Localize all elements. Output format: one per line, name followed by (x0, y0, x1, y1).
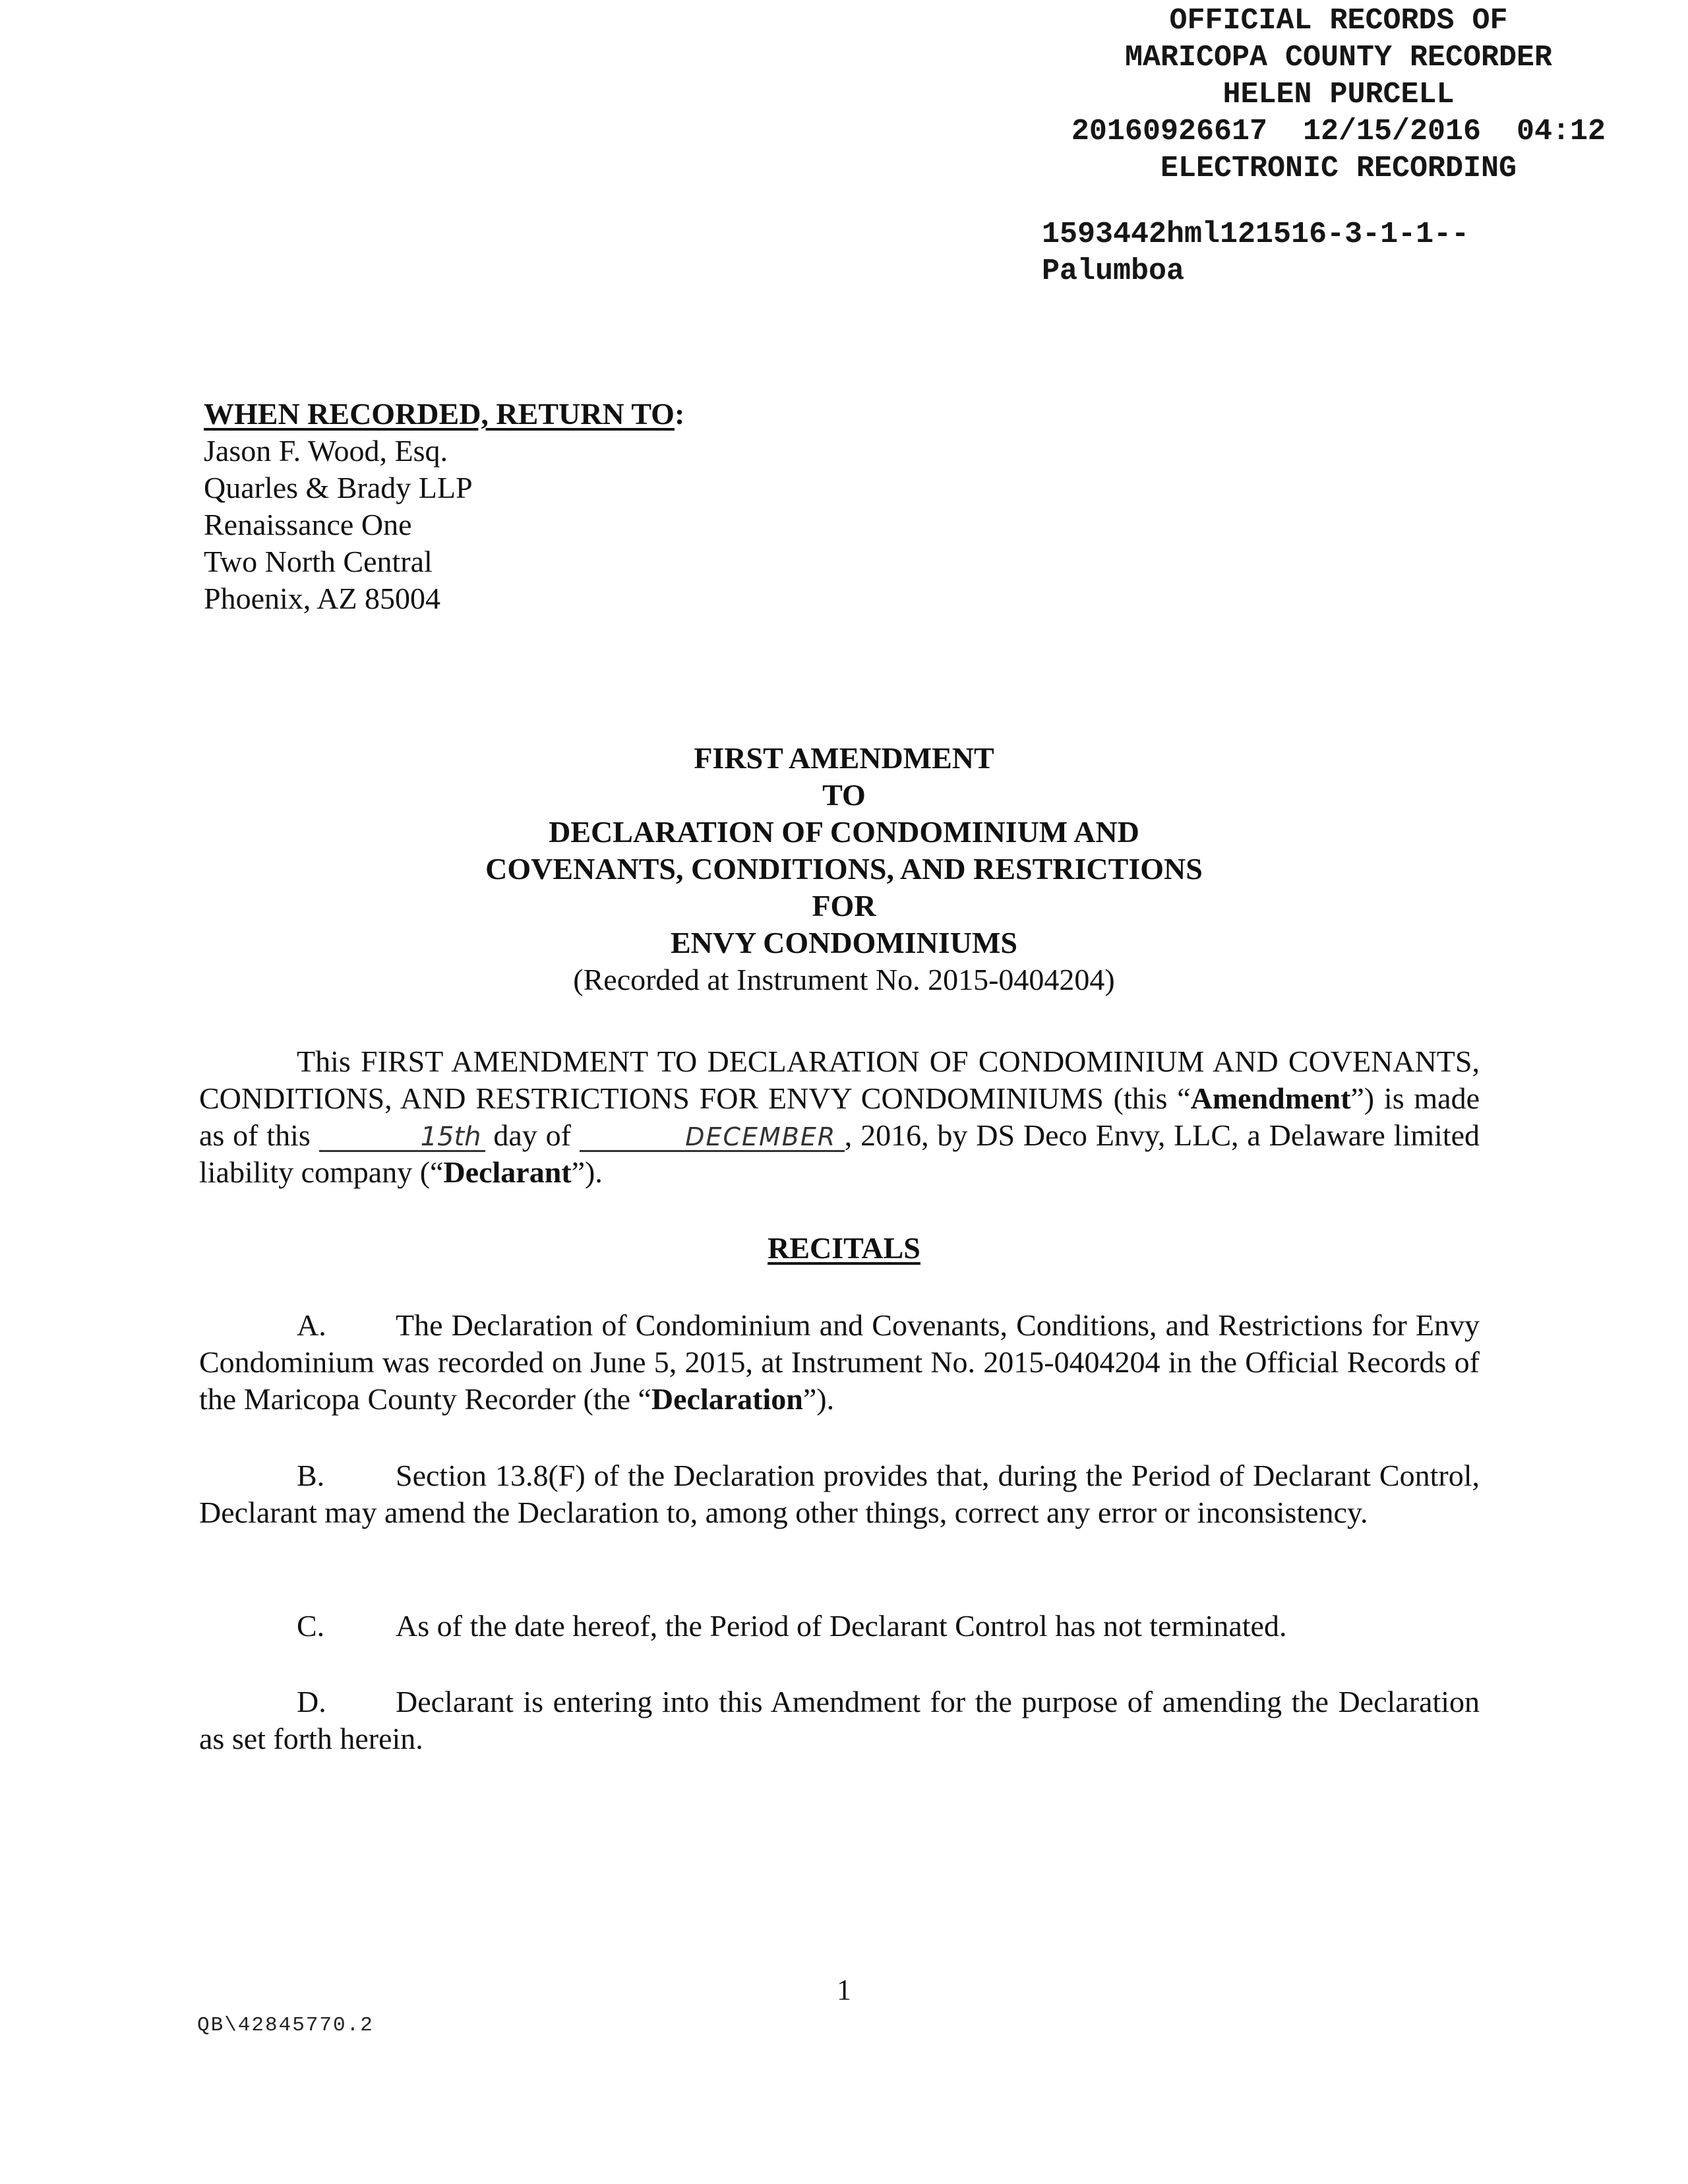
return-address-line: Two North Central (204, 545, 433, 578)
return-heading: WHEN RECORDED, RETURN TO (204, 397, 675, 431)
stamp-line: OFFICIAL RECORDS OF (1169, 4, 1508, 38)
recital-text: Declarant is entering into this Amendment for the purpose of amending the Declaration as set forth herein. (199, 1685, 1480, 1755)
stamp-operator: Palumboa (1042, 255, 1185, 288)
document-id: QB\42845770.2 (197, 2014, 374, 2037)
intro-text: ”) is made as of this (199, 1081, 1480, 1152)
stamp-spacer (1029, 187, 1688, 216)
return-address-line: Phoenix, AZ 85004 (204, 582, 441, 615)
title-line: COVENANTS, CONDITIONS, AND RESTRICTIONS (485, 852, 1203, 886)
return-address-line: Renaissance One (204, 508, 412, 541)
intro-text: ”). (571, 1155, 603, 1189)
page-number: 1 (837, 1974, 851, 2006)
recital-c (199, 1608, 1480, 1645)
title-line: DECLARATION OF CONDOMINIUM AND (549, 815, 1139, 849)
intro-text: day of (485, 1118, 580, 1152)
intro-text: , 2016, by DS Deco Envy, LLC, a Delaware limited liability company (“ (199, 1118, 1480, 1189)
recital-text: The Declaration of Condominium and Covenants, Conditions, and Restrictions for Envy Condominium was recorded on June 5, 2015, at Instrument No. 2015-0404204 in the Official Records of the Maricopa County Recorder (the “ (199, 1308, 1480, 1416)
return-address-line: Quarles & Brady LLP (204, 471, 473, 504)
recital-a (199, 1307, 1480, 1418)
handwritten-day: 15th (319, 1124, 485, 1152)
recital-letter: C. (297, 1609, 325, 1643)
title-line: TO (822, 778, 866, 812)
return-address-line: Jason F. Wood, Esq. (204, 434, 448, 468)
defined-term-amendment: Amendment (1190, 1081, 1351, 1115)
stamp-batch-code: 1593442hml121516-3-1-1-- (1042, 218, 1470, 251)
title-line: FOR (812, 889, 876, 923)
stamp-line: HELEN PURCELL (1222, 78, 1455, 111)
defined-term-declarant: Declarant (443, 1155, 572, 1189)
recital-text: Section 13.8(F) of the Declaration provides that, during the Period of Declarant Control, Declarant may amend the Declaration to, among other things, correct any error or inconsistency. (199, 1459, 1480, 1529)
recital-b (199, 1457, 1480, 1531)
title-line: FIRST AMENDMENT (694, 741, 994, 775)
document-title (0, 740, 1688, 998)
stamp-line: MARICOPA COUNTY RECORDER (1124, 41, 1553, 75)
recital-text: ”). (802, 1382, 835, 1416)
defined-term-declaration: Declaration (651, 1382, 803, 1416)
handwritten-month: DECEMBER (580, 1124, 845, 1152)
recital-letter: B. (297, 1459, 325, 1492)
stamp-recording-number: 20160926617 12/15/2016 04:12 (1071, 115, 1606, 148)
return-address-block (204, 396, 684, 617)
title-subtitle: (Recorded at Instrument No. 2015-0404204) (573, 963, 1115, 996)
recitals-heading: RECITALS (768, 1231, 920, 1265)
return-heading-colon: : (674, 397, 685, 431)
recital-text: As of the date hereof, the Period of Declarant Control has not terminated. (396, 1609, 1287, 1643)
recital-letter: A. (297, 1308, 326, 1342)
intro-paragraph (199, 1043, 1480, 1191)
recital-letter: D. (297, 1685, 326, 1718)
intro-text: This FIRST AMENDMENT TO DECLARATION OF CONDOMINIUM AND COVENANTS, CONDITIONS, AND RESTRICTIONS FOR ENVY CONDOMINIUMS (this “ (199, 1045, 1480, 1115)
title-line: ENVY CONDOMINIUMS (670, 926, 1017, 959)
recording-stamp (1029, 3, 1688, 290)
return-heading-line (204, 396, 684, 433)
recital-d (199, 1684, 1480, 1757)
stamp-line: ELECTRONIC RECORDING (1160, 152, 1517, 185)
